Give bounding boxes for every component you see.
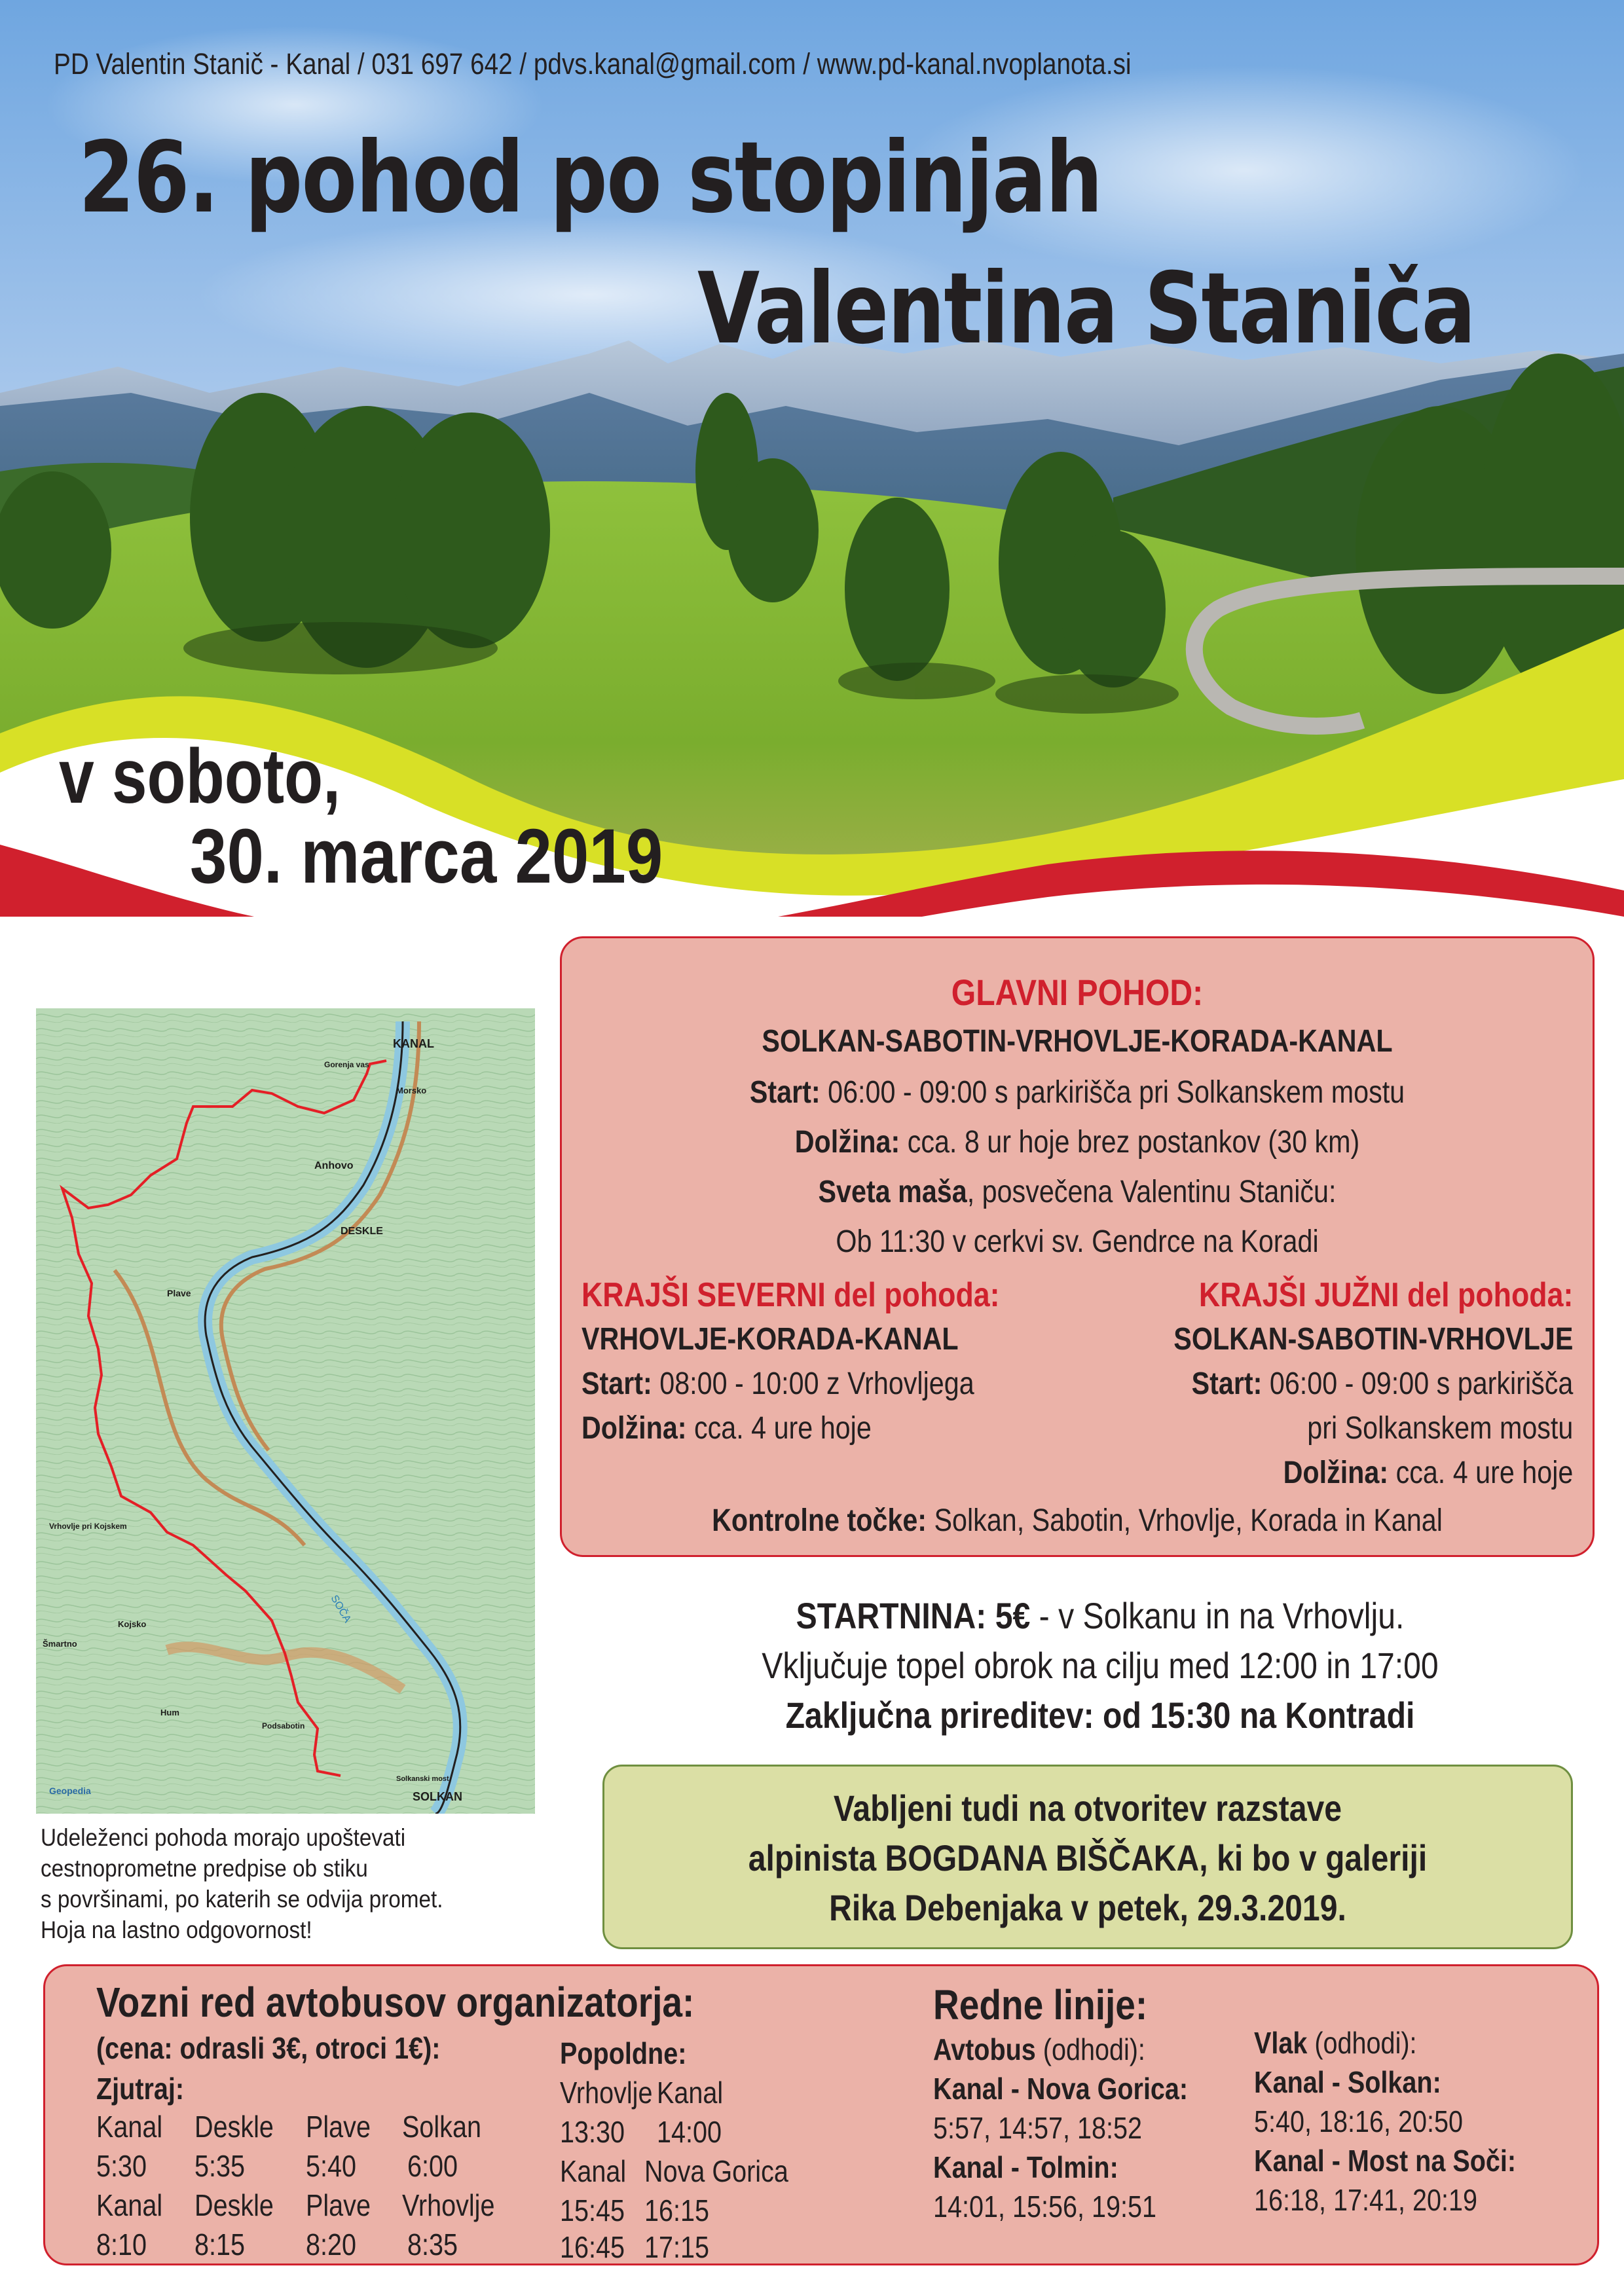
main-hike-route: SOLKAN-SABOTIN-VRHOVLJE-KORADA-KANAL [762, 1024, 1393, 1059]
train-times: 16:18, 17:41, 20:19 [1254, 2183, 1477, 2217]
train-times: 5:40, 18:16, 20:50 [1254, 2104, 1463, 2138]
fee-value: - v Solkanu in na Vrhovlju. [1030, 1595, 1405, 1636]
length-value: cca. 4 ure hoje [686, 1411, 872, 1446]
transport-schedule-box [43, 1964, 1599, 2265]
start-value: 06:00 - 09:00 s parkirišča [1262, 1366, 1573, 1401]
exhibition-box [602, 1765, 1573, 1949]
main-hike-box [560, 936, 1595, 1557]
map-caption [41, 1822, 443, 1945]
bus-suffix: (odhodi): [1035, 2032, 1145, 2066]
mass-value: , posvečena Valentinu Staniču: [967, 1175, 1337, 1209]
length-value: cca. 8 ur hoje brez postankov (30 km) [900, 1125, 1360, 1160]
regular-lines-heading: Redne linije: [933, 1981, 1148, 2028]
table-cell: 8:15 [194, 2227, 245, 2262]
svg-text:Geopedia: Geopedia [49, 1786, 91, 1796]
contact-line: PD Valentin Stanič - Kanal / 031 697 642 / pdvs.kanal@gmail.com / www.pd-kanal.nvoplanota.si [54, 47, 1132, 81]
table-cell: 15:45 [560, 2193, 625, 2227]
main-hike-heading: GLAVNI POHOD: [951, 972, 1204, 1013]
south-part-start-2: pri Solkanskem mostu [1306, 1411, 1573, 1446]
main-hike-mass-detail: Ob 11:30 v cerkvi sv. Gendrce na Koradi [836, 1224, 1319, 1259]
north-part-start [581, 1365, 1000, 1409]
main-hike-start [634, 1074, 1521, 1110]
svg-text:Gorenja vas: Gorenja vas [324, 1060, 369, 1069]
bus-lines-label [933, 2032, 1145, 2067]
main-hike-mass [634, 1174, 1521, 1210]
north-part-heading: KRAJŠI SEVERNI del pohoda: [581, 1276, 1000, 1314]
afternoon-label: Popoldne: [560, 2036, 687, 2070]
table-cell: 17:15 [644, 2230, 710, 2264]
table-cell: 8:20 [306, 2227, 356, 2262]
main-hike-length [634, 1124, 1521, 1160]
table-cell: 13:30 [560, 2115, 625, 2149]
svg-text:Hum: Hum [160, 1708, 179, 1717]
fee-line [661, 1591, 1540, 1641]
svg-text:KANAL: KANAL [393, 1037, 434, 1050]
fee-meal: Vključuje topel obrok na cilju med 12:00 in 17:00 [762, 1645, 1439, 1686]
start-value: 08:00 - 10:00 z Vrhovljega [652, 1366, 974, 1401]
bus-route: Kanal - Nova Gorica: [933, 2072, 1189, 2106]
table-cell: 6:00 [407, 2149, 458, 2183]
south-part-heading: KRAJŠI JUŽNI del pohoda: [1198, 1276, 1573, 1314]
table-cell: Solkan [402, 2110, 481, 2144]
bus-price: (cena: odrasli 3€, otroci 1€): [96, 2031, 441, 2065]
table-cell: Kanal [96, 2188, 163, 2222]
south-part-length [1173, 1454, 1573, 1498]
table-cell: 14:00 [657, 2115, 722, 2149]
table-cell: Vrhovlje [402, 2188, 495, 2222]
train-label: Vlak [1254, 2026, 1308, 2060]
svg-text:Šmartno: Šmartno [43, 1639, 77, 1649]
mass-label: Sveta maša [818, 1175, 967, 1209]
south-part-column [1109, 1275, 1573, 1498]
start-label: Start: [1191, 1366, 1263, 1401]
svg-text:SOČA: SOČA [328, 1593, 353, 1625]
route-map [36, 1008, 535, 1814]
south-part-route: SOLKAN-SABOTIN-VRHOVLJE [1173, 1322, 1573, 1357]
train-route: Kanal - Solkan: [1254, 2065, 1441, 2099]
exhibition-line: Rika Debenjaka v petek, 29.3.2019. [829, 1887, 1346, 1928]
closing-event: Zaključna prireditev: od 15:30 na Kontradi [785, 1695, 1415, 1736]
length-label: Dolžina: [1283, 1456, 1388, 1490]
table-cell: Kanal [657, 2076, 724, 2110]
north-part-length [581, 1409, 1000, 1454]
table-cell: Nova Gorica [644, 2154, 788, 2188]
fee-label: STARTNINA: 5€ [796, 1595, 1031, 1636]
table-cell: 8:10 [96, 2227, 147, 2262]
event-date: 30. marca 2019 [190, 813, 663, 900]
bus-label: Avtobus [933, 2032, 1036, 2066]
table-cell: 8:35 [407, 2227, 458, 2262]
length-label: Dolžina: [794, 1125, 900, 1160]
svg-text:Morsko: Morsko [396, 1086, 427, 1095]
table-cell: 5:30 [96, 2149, 147, 2183]
table-cell: 16:45 [560, 2230, 625, 2264]
start-value: 06:00 - 09:00 s parkirišča pri Solkanskem mostu [820, 1075, 1405, 1110]
length-label: Dolžina: [581, 1411, 687, 1446]
event-title-line1: 26. pohod po stopinjah [79, 121, 1102, 235]
checkpoints-label: Kontrolne točke: [712, 1503, 927, 1538]
south-part-start [1173, 1365, 1573, 1409]
north-part-route: VRHOVLJE-KORADA-KANAL [581, 1322, 959, 1357]
bus-schedule-heading: Vozni red avtobusov organizatorja: [96, 1979, 695, 2026]
svg-text:Plave: Plave [167, 1288, 191, 1298]
length-value: cca. 4 ure hoje [1388, 1456, 1573, 1490]
north-part-column [581, 1275, 1068, 1454]
svg-text:Anhovo: Anhovo [314, 1160, 354, 1171]
table-cell: 5:35 [194, 2149, 245, 2183]
table-cell: Plave [306, 2110, 371, 2144]
table-cell: Kanal [96, 2110, 163, 2144]
checkpoints-value: Solkan, Sabotin, Vrhovlje, Korada in Kanal [927, 1503, 1443, 1538]
table-cell: Vrhovlje [560, 2076, 653, 2110]
event-title-line2: Valentina Staniča [697, 252, 1475, 366]
bus-times: 14:01, 15:56, 19:51 [933, 2190, 1156, 2224]
start-label: Start: [581, 1366, 652, 1401]
checkpoints [634, 1503, 1521, 1539]
caption-line: Hoja na lastno odgovornost! [41, 1916, 312, 1943]
svg-text:Kojsko: Kojsko [118, 1619, 147, 1629]
svg-text:Vrhovlje pri Kojskem: Vrhovlje pri Kojskem [49, 1522, 127, 1531]
svg-text:SOLKAN: SOLKAN [413, 1790, 462, 1803]
train-route: Kanal - Most na Soči: [1254, 2144, 1517, 2178]
exhibition-line: alpinista BOGDANA BIŠČAKA, ki bo v galeriji [748, 1837, 1428, 1878]
table-cell: Deskle [194, 2188, 274, 2222]
caption-line: cestnoprometne predpise ob stiku [41, 1855, 368, 1882]
table-cell: Plave [306, 2188, 371, 2222]
event-date-weekday: v soboto, [59, 733, 341, 820]
start-label: Start: [749, 1075, 821, 1110]
svg-text:Podsabotin: Podsabotin [262, 1721, 305, 1731]
svg-text:DESKLE: DESKLE [341, 1226, 383, 1237]
train-suffix: (odhodi): [1307, 2026, 1417, 2060]
table-cell: Kanal [560, 2154, 627, 2188]
bus-route: Kanal - Tolmin: [933, 2150, 1118, 2184]
bus-times: 5:57, 14:57, 18:52 [933, 2111, 1142, 2145]
morning-label: Zjutraj: [96, 2072, 185, 2106]
table-cell: Deskle [194, 2110, 274, 2144]
caption-line: s površinami, po katerih se odvija promet. [41, 1886, 443, 1913]
exhibition-line: Vabljeni tudi na otvoritev razstave [833, 1787, 1342, 1829]
train-lines-label [1254, 2025, 1417, 2061]
table-cell: 16:15 [644, 2193, 710, 2227]
caption-line: Udeleženci pohoda morajo upoštevati [41, 1824, 406, 1851]
svg-text:Solkanski most: Solkanski most [396, 1775, 449, 1783]
table-cell: 5:40 [306, 2149, 356, 2183]
